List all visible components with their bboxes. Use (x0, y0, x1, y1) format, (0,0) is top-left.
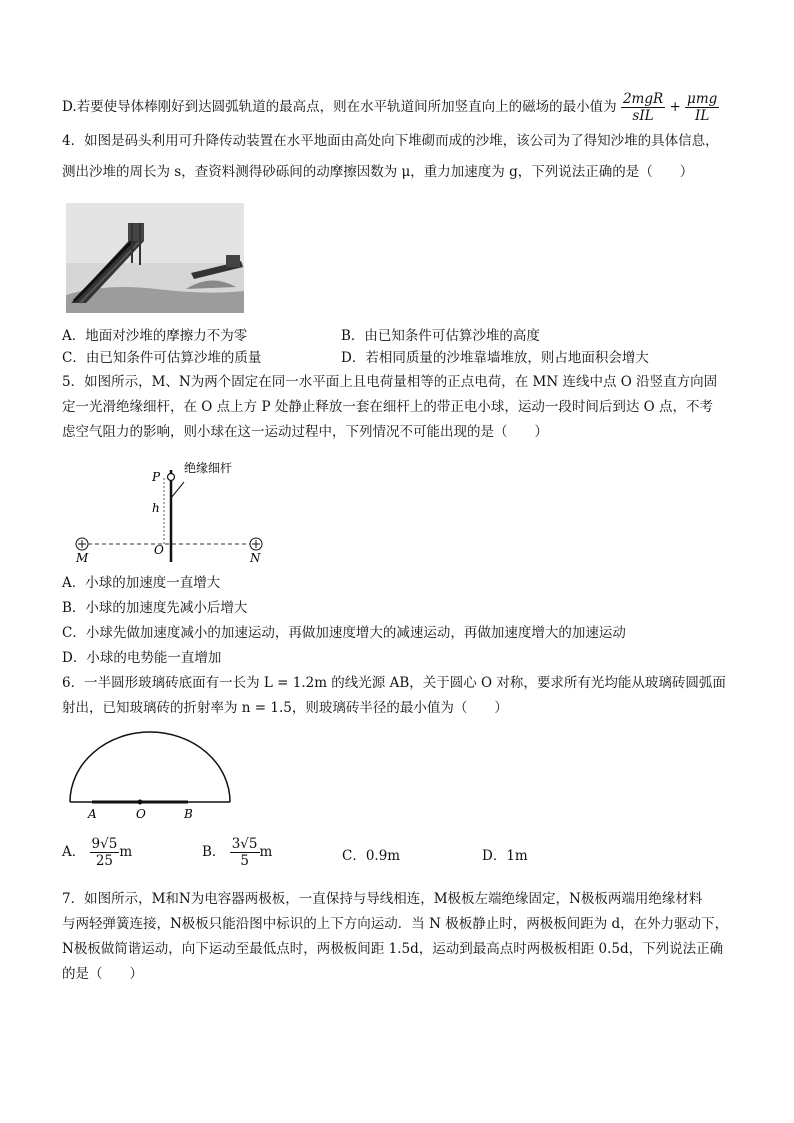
q5-stem-line1: 5．如图所示，M、N为两个固定在同一水平面上且电荷量相等的正点电荷，在 MN 连线中点 O 沿竖直方向固 (62, 374, 718, 390)
q6-option-b[interactable] (202, 836, 272, 869)
q5-figure (66, 450, 276, 565)
q4-stem-line2: 测出沙堆的周长为 s，查资料测得砂砾间的动摩擦因数为 μ，重力加速度为 g，下列说法正确的是（ ） (62, 164, 694, 180)
q6-option-d[interactable]: D．1m (482, 848, 528, 864)
q6-stem-line1: 6．一半圆形玻璃砖底面有一长为 L = 1.2m 的线光源 AB，关于圆心 O 对称，要求所有光均能从玻璃砖圆弧面 (62, 675, 726, 691)
sand-pile-photo (66, 203, 244, 313)
q3-fraction-2-num: μmg (687, 91, 718, 107)
q5-option-d[interactable]: D．小球的电势能一直增加 (62, 650, 222, 666)
q5-option-c[interactable]: C．小球先做加速度减小的加速运动，再做加速度增大的减速运动，再做加速度增大的加速运动 (62, 625, 626, 641)
q3-fraction-1-num: 2mgR (622, 91, 664, 107)
q6-option-b-den: 5 (240, 853, 249, 869)
q3-fraction-2-den: IL (695, 108, 710, 124)
q6-option-b-fraction (230, 836, 260, 869)
q5-stem-line3: 虑空气阻力的影响，则小球在这一运动过程中，下列情况不可能出现的是（ ） (62, 424, 548, 440)
q6-option-b-num: 3√5 (231, 836, 258, 852)
point-o-label: O (154, 543, 164, 557)
rod-label: 绝缘细杆 (184, 461, 233, 475)
q6-stem-line2: 射出，已知玻璃砖的折射率为 n = 1.5，则玻璃砖半径的最小值为（ ） (62, 700, 508, 716)
q6-option-a-num: 9√5 (91, 836, 118, 852)
q6-semicircle-figure (66, 728, 236, 823)
q4-stem-line1: 4．如图是码头利用可升降传动装置在水平地面由高处向下堆砌而成的沙堆，该公司为了得知沙堆的具体信息， (62, 133, 719, 149)
q5-option-b[interactable]: B．小球的加速度先减小后增大 (62, 600, 248, 616)
q7-stem-line4: 的是（ ） (62, 966, 143, 982)
q7-stem-line3: N极板做简谐运动，向下运动至最低点时，两极板间距 1.5d，运动到最高点时两极板相距 0.5d，下列说法正确 (62, 941, 724, 957)
point-n-label: N (250, 551, 261, 565)
q6-option-a-label: A． (62, 844, 86, 860)
point-p-label: P (152, 470, 161, 484)
q6-option-a-fraction (90, 836, 120, 869)
point-b-label: B (184, 807, 193, 821)
sand-pile-photo-svg (66, 203, 244, 313)
q3-option-d-text: D.若要使导体棒刚好到达圆弧轨道的最高点，则在水平轨道间所加竖直向上的磁场的最小值为 (62, 99, 617, 115)
q4-option-b[interactable]: B．由已知条件可估算沙堆的高度 (341, 328, 540, 344)
q3-fraction-2 (685, 91, 719, 124)
q4-option-a[interactable]: A．地面对沙堆的摩擦力不为零 (62, 328, 248, 344)
q3-plus: + (669, 99, 681, 115)
point-a-label: A (88, 807, 97, 821)
q5-option-a[interactable]: A．小球的加速度一直增大 (62, 575, 221, 591)
point-o-label: O (136, 807, 146, 821)
q6-option-a-unit: m (119, 844, 133, 860)
height-h-label: h (152, 501, 160, 515)
point-m-label: M (76, 551, 89, 565)
q7-stem-line2: 与两轻弹簧连接，N极板只能沿图中标识的上下方向运动．当 N 极板静止时，两极板间距为 d，在外力驱动下， (62, 916, 729, 932)
q6-option-c[interactable]: C．0.9m (342, 848, 401, 864)
q6-semicircle-svg (66, 728, 236, 823)
q3-option-d (62, 91, 719, 124)
q3-fraction-1 (621, 91, 665, 124)
q3-fraction-1-den: sIL (632, 108, 654, 124)
q4-option-d[interactable]: D．若相同质量的沙堆靠墙堆放，则占地面积会增大 (341, 350, 649, 366)
q6-option-b-label: B． (202, 844, 226, 860)
q5-figure-svg (66, 450, 276, 565)
q6-option-b-unit: m (259, 844, 273, 860)
q4-option-c[interactable]: C．由已知条件可估算沙堆的质量 (62, 350, 262, 366)
q6-option-a[interactable] (62, 836, 132, 869)
q7-stem-line1: 7．如图所示，M和N为电容器两极板，一直保持与导线相连，M极板左端绝缘固定，N极板两端用绝缘材料 (62, 891, 703, 907)
q5-stem-line2: 定一光滑绝缘细杆，在 O 点上方 P 处静止释放一套在细杆上的带正电小球，运动一段时间后到达 O 点，不考 (62, 399, 713, 415)
q6-option-a-den: 25 (95, 853, 114, 869)
